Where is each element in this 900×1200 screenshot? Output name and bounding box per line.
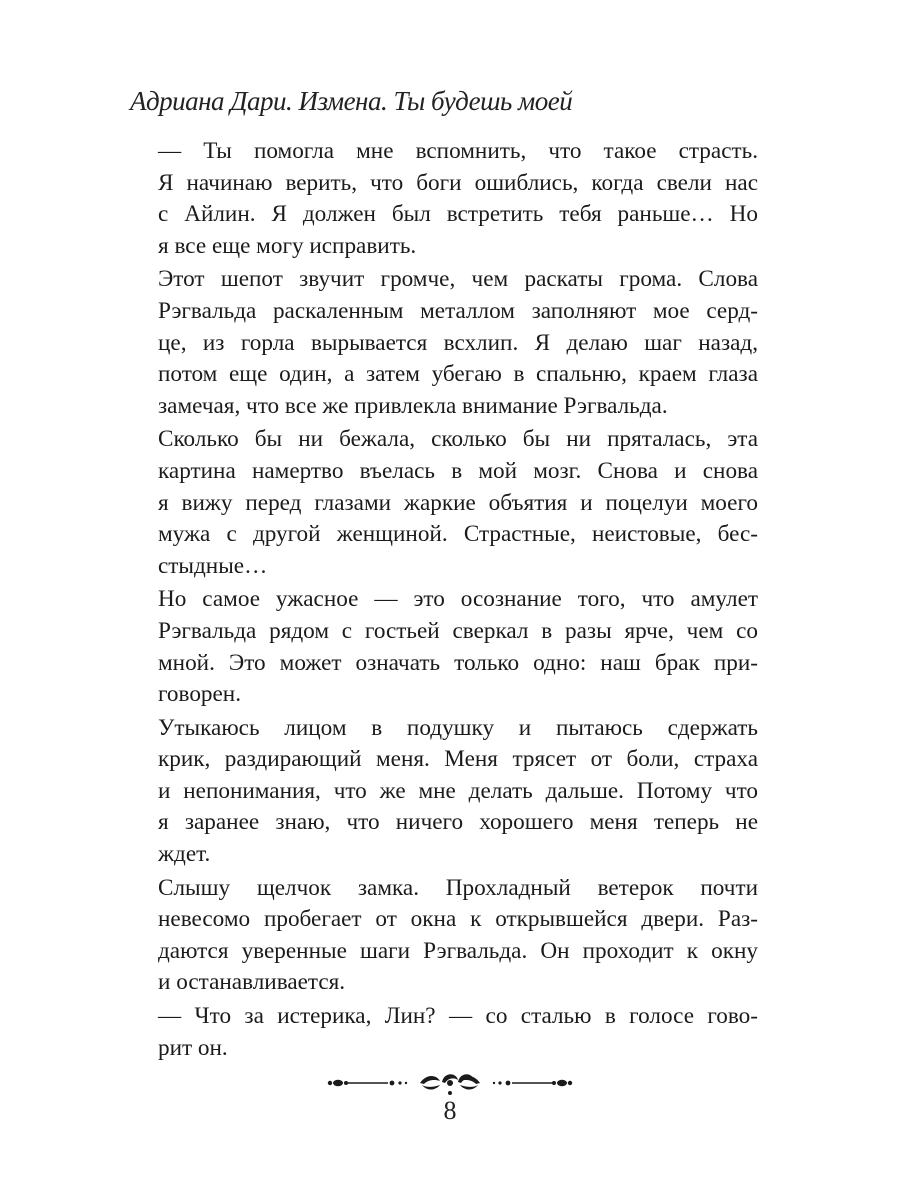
text-line: Я начинаю верить, что боги ошиблись, когда свели нас: [158, 169, 758, 196]
text-line: Слышу щелчок замка. Прохладный ветерок почти: [158, 874, 758, 901]
text-line: я заранее знаю, что ничего хорошего меня теперь не: [158, 809, 758, 836]
body-text: [130, 136, 758, 1066]
text-line: Но самое ужасное — это осознание того, что амулет: [158, 586, 758, 613]
text-line: мной. Это может означать только одно: наш брак при-: [158, 649, 758, 676]
paragraph: [130, 136, 758, 262]
paragraph: [130, 264, 758, 422]
text-line: Утыкаюсь лицом в подушку и пытаюсь сдержать: [158, 714, 758, 741]
text-line: невесомо пробегает от окна к открывшейся двери. Раз-: [158, 906, 758, 933]
text-line: говорен.: [158, 681, 242, 708]
text-line: це, из горла вырывается всхлип. Я делаю шаг назад,: [158, 329, 758, 356]
floral-divider-icon: [326, 1068, 574, 1098]
text-line: Сколько бы ни бежала, сколько бы ни пряталась, эта: [158, 426, 758, 453]
text-line: с Айлин. Я должен был встретить тебя раньше… Но: [158, 201, 758, 228]
text-line: крик, раздирающий меня. Меня трясет от боли, страха: [158, 746, 758, 773]
text-line: ждет.: [158, 841, 211, 868]
text-line: стыдные…: [158, 552, 268, 579]
text-line: и останавливается.: [158, 969, 346, 996]
text-line: мужа с другой женщиной. Страстные, неистовые, бес-: [158, 521, 758, 548]
text-line: — Что за истерика, Лин? — со сталью в голосе гово-: [158, 1003, 758, 1030]
page-number: 8: [443, 1096, 457, 1125]
paragraph: [130, 584, 758, 710]
text-line: я все еще могу исправить.: [158, 232, 417, 259]
text-line: и непонимания, что же мне делать дальше. Потому что: [158, 777, 758, 804]
text-line: Рэгвальда раскаленным металлом заполняют мое серд-: [158, 297, 758, 324]
text-line: картина намертво въелась в мой мозг. Снова и снова: [158, 457, 758, 484]
paragraph: [130, 424, 758, 582]
text-line: даются уверенные шаги Рэгвальда. Он проходит к окну: [158, 937, 758, 964]
text-line: Рэгвальда рядом с гостьей сверкал в разы ярче, чем со: [158, 617, 758, 644]
paragraph: [130, 713, 758, 871]
text-line: я вижу перед глазами жаркие объятия и поцелуи моего: [158, 489, 758, 516]
text-line: — Ты помогла мне вспомнить, что такое страсть.: [158, 138, 758, 164]
paragraph: [130, 1001, 758, 1064]
text-line: рит он.: [158, 1034, 228, 1061]
running-head: Адриана Дари. Измена. Ты будешь моей: [130, 86, 573, 116]
paragraph: [130, 873, 758, 999]
text-line: потом еще один, а затем убегаю в спальню, краем глаза: [158, 361, 758, 388]
text-line: Этот шепот звучит громче, чем раскаты грома. Слова: [158, 266, 758, 293]
text-line: замечая, что все же привлекла внимание Рэгвальда.: [158, 392, 668, 419]
